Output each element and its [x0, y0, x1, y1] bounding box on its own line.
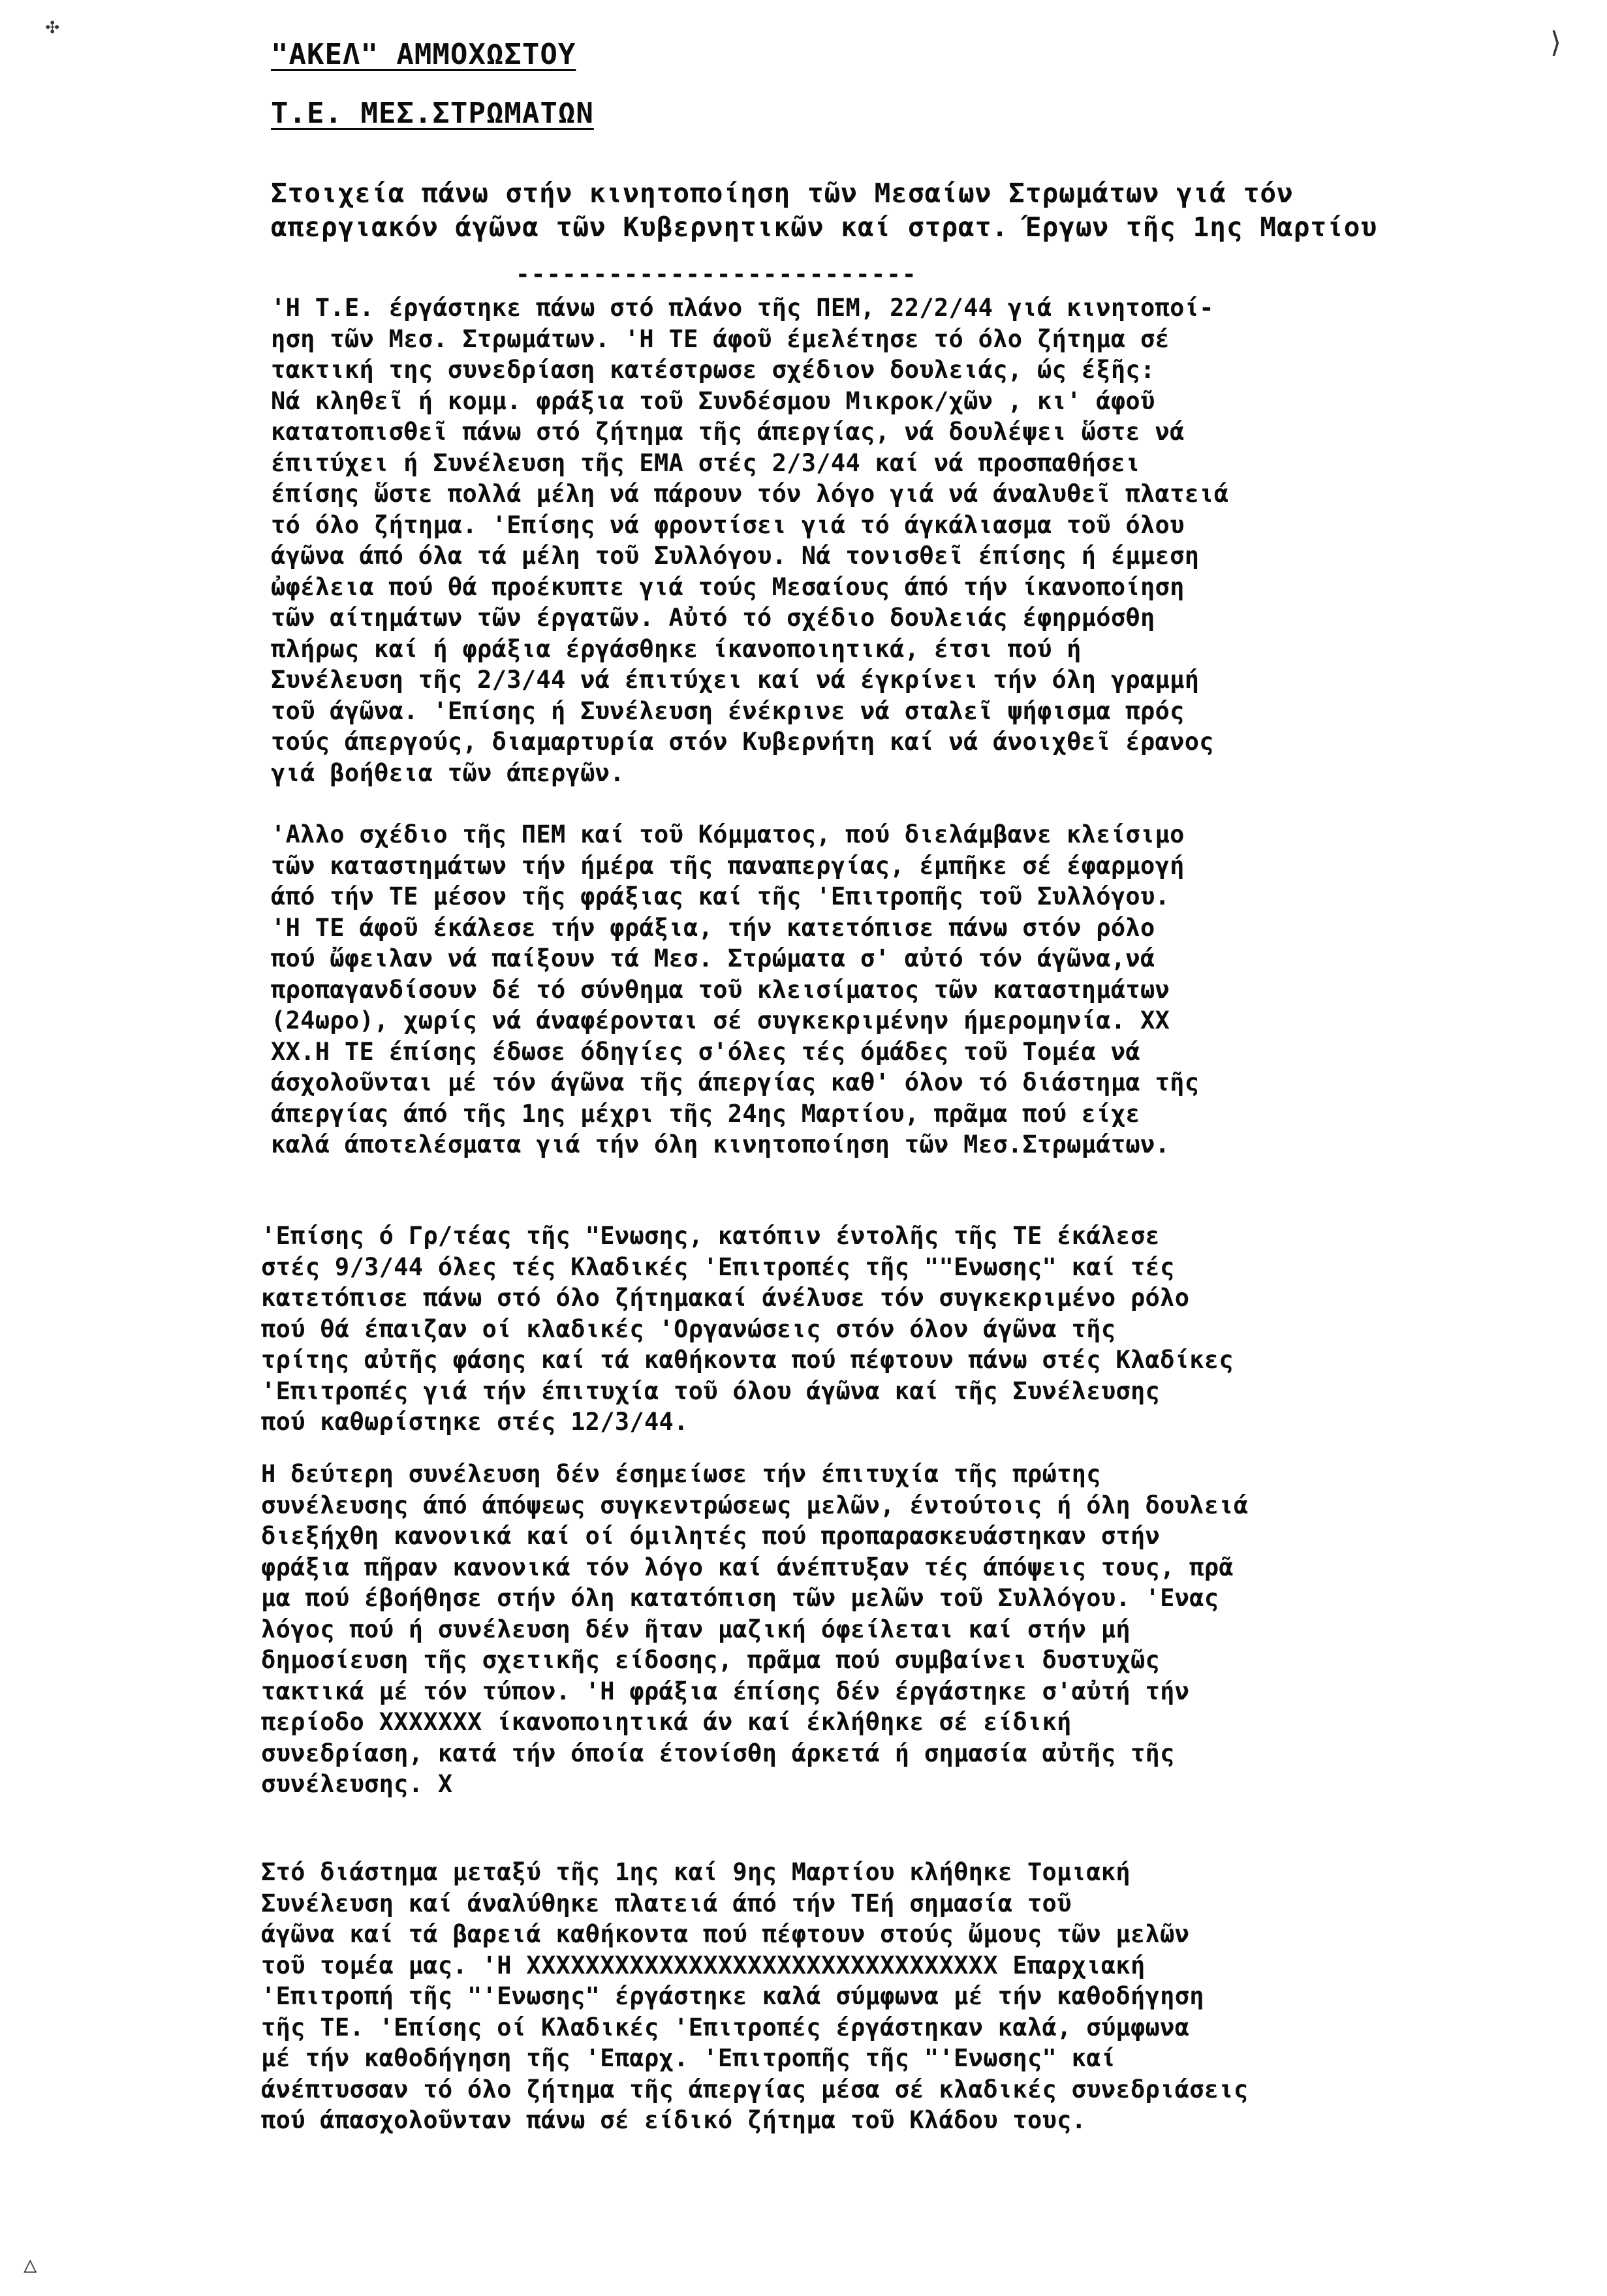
text-line: συνέλευσης άπό άπόψεως συγκεντρώσεως μελῶν, έντούτοις ή όλη δουλειά [261, 1491, 1249, 1519]
paragraph-1 [271, 292, 1228, 788]
text-line: τούς άπεργούς, διαμαρτυρία στόν Κυβερνήτη καί νά άνοιχθεῖ έρανος [271, 728, 1214, 756]
text-line: άσχολοῦνται μέ τόν άγῶνα τῆς άπεργίας καθ' όλον τό διάστημα τῆς [271, 1068, 1200, 1096]
text-line: τό όλο ζήτημα. 'Επίσης νά φροντίσει γιά τό άγκάλιασμα τοῦ όλου [271, 510, 1185, 539]
title-rule: -------------------------- [516, 261, 918, 288]
text-line: τῶν καταστημάτων τήν ήμέρα τῆς παναπεργίας, έμπῆκε σέ έφαρμογή [271, 851, 1185, 880]
text-line: πού ὤφειλαν νά παίξουν τά Μεσ. Στρώματα σ' αὐτό τόν άγῶνα,νά [271, 944, 1155, 972]
text-line: τρίτης αὐτῆς φάσης καί τά καθήκοντα πού πέφτουν πάνω στές Κλαδίκες [261, 1346, 1234, 1374]
text-line: κατατοπισθεῖ πάνω στό ζήτημα τῆς άπεργίας, νά δουλέψει ὥστε νά [271, 418, 1185, 446]
text-line: τοῦ τομέα μας. 'Η ΧΧΧΧΧΧΧΧΧΧΧΧΧΧΧΧΧΧΧΧΧΧΧΧΧΧΧΧΧΧΧΧ Επαρχιακή [261, 1951, 1146, 1979]
text-line: πού άπασχολοῦνταν πάνω σέ είδικό ζήτημα τοῦ Κλάδου τους. [261, 2106, 1087, 2134]
text-line: άπεργίας άπό τῆς 1ης μέχρι τῆς 24ης Μαρτίου, πρᾶμα πού είχε [271, 1099, 1140, 1128]
paragraph-4 [261, 1459, 1249, 1800]
text-line: συνεδρίαση, κατά τήν όποία έτονίσθη άρκετά ή σημασία αὐτῆς τῆς [261, 1739, 1175, 1767]
text-line: τῶν αίτημάτων τῶν έργατῶν. Αὐτό τό σχέδιο δουλειάς έφηρμόσθη [271, 604, 1155, 632]
text-line: Συνέλευση τῆς 2/3/44 νά έπιτύχει καί νά έγκρίνει τήν όλη γραμμή [271, 666, 1200, 694]
corner-mark-top-left: ✣ [46, 13, 59, 39]
text-line: Η δεύτερη συνέλευση δέν έσημείωσε τήν έπιτυχία τῆς πρώτης [261, 1460, 1101, 1488]
text-line: ὠφέλεια πού θά προέκυπτε γιά τούς Μεσαίους άπό τήν ίκανοποίηση [271, 572, 1185, 601]
text-line: ΧΧ.Η ΤΕ έπίσης έδωσε όδηγίες σ'όλες τές όμάδες τοῦ Τομέα νά [271, 1037, 1140, 1066]
paragraph-3 [261, 1220, 1234, 1438]
text-line: Στό διάστημα μεταξύ τῆς 1ης καί 9ης Μαρτίου κλήθηκε Τομιακή [261, 1858, 1131, 1886]
text-line: τῆς ΤΕ. 'Επίσης οί Κλαδικές 'Επιτροπές έργάστηκαν καλά, σύμφωνα [261, 2013, 1190, 2041]
text-line: 'Επιτροπή τῆς "'Ενωσης" έργάστηκε καλά σύμφωνα μέ τήν καθοδήγηση [261, 1982, 1204, 2010]
text-line: έπιτύχει ή Συνέλευση τῆς ΕΜΑ στές 2/3/44 καί νά προσπαθήσει [271, 448, 1140, 477]
corner-mark-bottom-left: △ [23, 2252, 37, 2278]
text-line: άνέπτυσσαν τό όλο ζήτημα τῆς άπεργίας μέσα σέ κλαδικές συνεδριάσεις [261, 2075, 1249, 2103]
text-line: στές 9/3/44 όλες τές Κλαδικές 'Επιτροπές τῆς ""Ενωσης" καί τές [261, 1252, 1175, 1281]
corner-mark-top-right: ⟩ [1547, 26, 1565, 59]
header-committee: Τ.Ε. ΜΕΣ.ΣΤΡΩΜΑΤΩΝ [271, 97, 594, 130]
text-line: γιά βοήθεια τῶν άπεργῶν. [271, 758, 625, 787]
text-line: 'Επίσης ό Γρ/τέας τῆς "Ενωσης, κατόπιν έντολῆς τῆς ΤΕ έκάλεσε [261, 1222, 1161, 1250]
text-line: συνέλευσης. Χ [261, 1770, 453, 1798]
title-line: Στοιχεία πάνω στήν κινητοποίηση τῶν Μεσαίων Στρωμάτων γιά τόν [271, 178, 1294, 209]
text-line: Νά κληθεῖ ή κομμ. φράξια τοῦ Συνδέσμου Μικροκ/χῶν , κι' άφοῦ [271, 386, 1155, 415]
text-line: 'Η ΤΕ άφοῦ έκάλεσε τήν φράξια, τήν κατετόπισε πάνω στόν ρόλο [271, 913, 1155, 942]
paragraph-5 [261, 1857, 1249, 2136]
text-line: μέ τήν καθοδήγηση τῆς 'Επαρχ. 'Επιτροπῆς τῆς "'Ενωσης" καί [261, 2044, 1116, 2072]
paragraph-2 [271, 819, 1199, 1160]
text-line: πού θά έπαιζαν οί κλαδικές 'Οργανώσεις στόν όλον άγῶνα τῆς [261, 1314, 1116, 1343]
text-line: πλήρως καί ή φράξια έργάσθηκε ίκανοποιητικά, έτσι πού ή [271, 634, 1082, 663]
text-line: τακτική της συνεδρίαση κατέστρωσε σχέδιον δουλειάς, ώς έξῆς: [271, 356, 1155, 384]
text-line: προπαγανδίσουν δέ τό σύνθημα τοῦ κλεισίματος τῶν καταστημάτων [271, 975, 1170, 1004]
text-line: 'Η Τ.Ε. έργάστηκε πάνω στό πλάνο τῆς ΠΕΜ, 22/2/44 γιά κινητοποί- [271, 294, 1214, 322]
text-line: άγῶνα καί τά βαρειά καθήκοντα πού πέφτουν στούς ὤμους τῶν μελῶν [261, 1920, 1190, 1948]
text-line: Συνέλευση καί άναλύθηκε πλατειά άπό τήν ΤΕή σημασία τοῦ [261, 1889, 1072, 1917]
text-line: έπίσης ὥστε πολλά μέλη νά πάρουν τόν λόγο γιά νά άναλυθεῖ πλατειά [271, 480, 1229, 508]
text-line: ηση τῶν Μεσ. Στρωμάτων. 'Η ΤΕ άφοῦ έμελέτησε τό όλο ζήτημα σέ [271, 324, 1170, 353]
text-line: τοῦ άγῶνα. 'Επίσης ή Συνέλευση ένέκρινε νά σταλεῖ ψήφισμα πρός [271, 696, 1185, 725]
document-title [271, 176, 1570, 244]
header-organization: "ΑΚΕΛ" ΑΜΜΟΧΩΣΤΟΥ [271, 38, 576, 71]
text-line: κατετόπισε πάνω στό όλο ζήτημακαί άνέλυσε τόν συγκεκριμένο ρόλο [261, 1284, 1190, 1312]
text-line: δημοσίευση τῆς σχετικῆς είδοσης, πρᾶμα πού συμβαίνει δυστυχῶς [261, 1646, 1161, 1674]
text-line: διεξήχθη κανονικά καί οί όμιλητές πού προπαρασκευάστηκαν στήν [261, 1522, 1161, 1550]
text-line: άγῶνα άπό όλα τά μέλη τοῦ Συλλόγου. Νά τονισθεῖ έπίσης ή έμμεση [271, 542, 1200, 570]
text-line: 'Αλλο σχέδιο τῆς ΠΕΜ καί τοῦ Κόμματος, πού διελάμβανε κλείσιμο [271, 820, 1185, 848]
text-line: καλά άποτελέσματα γιά τήν όλη κινητοποίηση τῶν Μεσ.Στρωμάτων. [271, 1130, 1170, 1158]
text-line: περίοδο ΧΧΧΧΧΧΧ ίκανοποιητικά άν καί έκλήθηκε σέ είδική [261, 1708, 1072, 1736]
text-line: (24ωρο), χωρίς νά άναφέρονται σέ συγκεκριμένην ήμερομηνία. ΧΧ [271, 1006, 1170, 1034]
text-line: πού καθωρίστηκε στές 12/3/44. [261, 1408, 689, 1436]
text-line: άπό τήν ΤΕ μέσον τῆς φράξιας καί τῆς 'Επιτροπῆς τοῦ Συλλόγου. [271, 882, 1170, 910]
text-line: τακτικά μέ τόν τύπον. 'Η φράξια έπίσης δέν έργάστηκε σ'αὐτή τήν [261, 1677, 1190, 1705]
text-line: μα πού έβοήθησε στήν όλη κατατόπιση τῶν μελῶν τοῦ Συλλόγου. 'Ενας [261, 1584, 1219, 1612]
text-line: λόγος πού ή συνέλευση δέν ῆταν μαζική όφείλεται καί στήν μή [261, 1615, 1131, 1643]
text-line: 'Επιτροπές γιά τήν έπιτυχία τοῦ όλου άγῶνα καί τῆς Συνέλευσης [261, 1376, 1161, 1405]
title-line: απεργιακόν άγῶνα τῶν Κυβερνητικῶν καί στρατ. Έργων τῆς 1ης Μαρτίου [271, 211, 1378, 243]
text-line: φράξια πῆραν κανονικά τόν λόγο καί άνέπτυξαν τές άπόψεις τους, πρᾶ [261, 1553, 1234, 1581]
